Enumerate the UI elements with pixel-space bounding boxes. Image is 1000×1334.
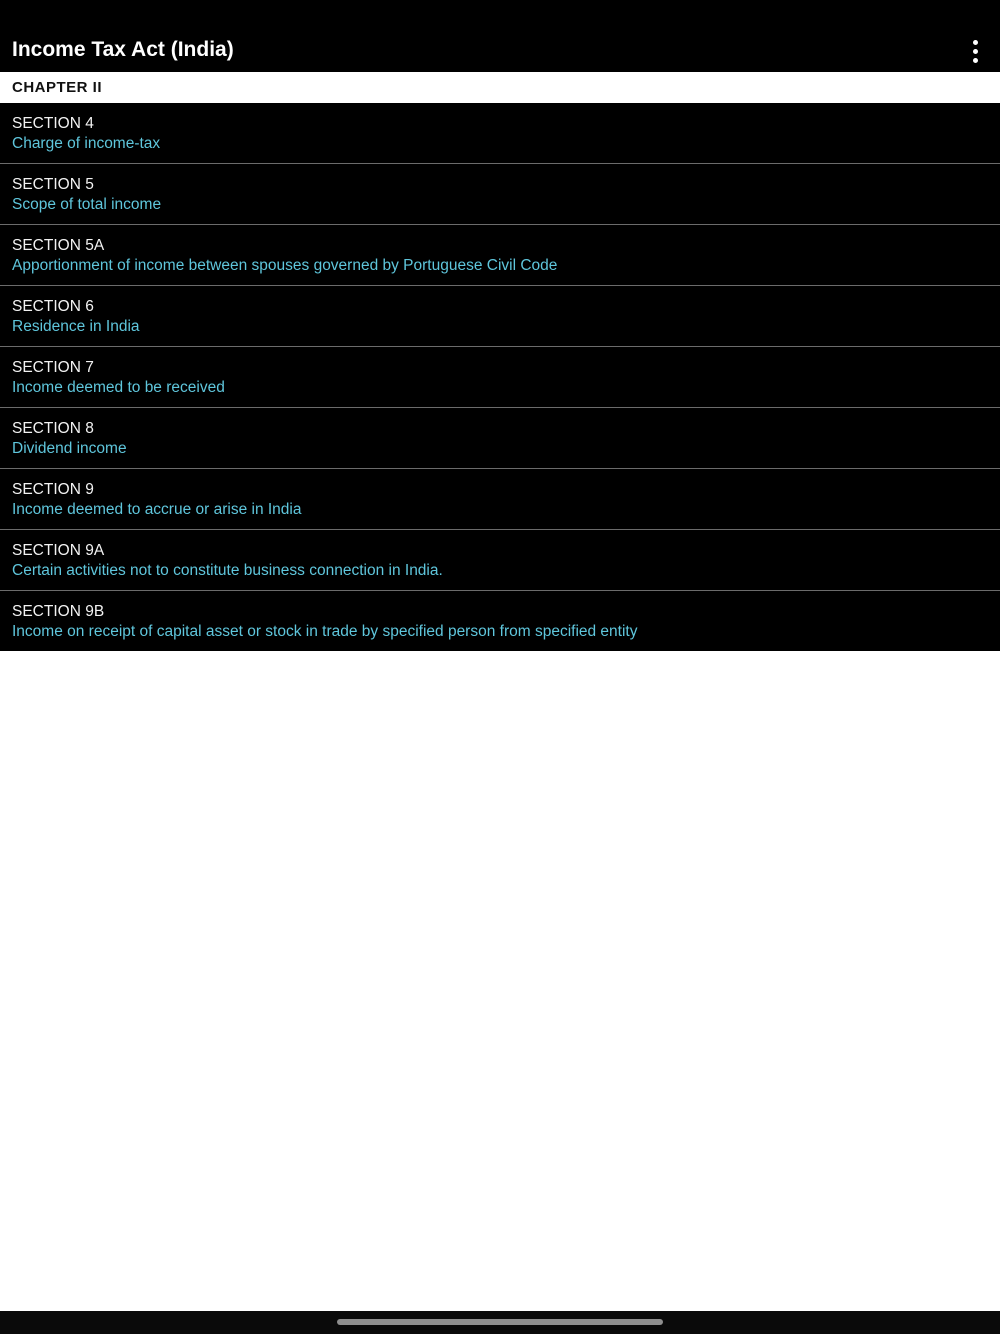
- section-number: SECTION 9B: [12, 603, 105, 620]
- section-title: Residence in India: [12, 318, 140, 335]
- section-title: Apportionment of income between spouses governed by Portuguese Civil Code: [12, 257, 558, 274]
- menu-dot: [973, 40, 978, 45]
- app-title: Income Tax Act (India): [12, 38, 234, 61]
- home-indicator[interactable]: [337, 1319, 663, 1325]
- section-title: Scope of total income: [12, 196, 162, 213]
- section-number: SECTION 9: [12, 481, 94, 498]
- section-number: SECTION 5A: [12, 237, 105, 254]
- section-number: SECTION 8: [12, 420, 94, 437]
- chapter-label: CHAPTER II: [12, 79, 103, 96]
- menu-dot: [973, 49, 978, 54]
- section-item-9[interactable]: [0, 469, 1000, 530]
- section-number: SECTION 6: [12, 298, 94, 315]
- chapter-header: [0, 73, 1000, 103]
- app-bar: [0, 0, 1000, 72]
- section-item-6[interactable]: [0, 286, 1000, 347]
- section-item-9a[interactable]: [0, 530, 1000, 591]
- section-item-5[interactable]: [0, 164, 1000, 225]
- section-number: SECTION 5: [12, 176, 94, 193]
- section-title: Income deemed to accrue or arise in India: [12, 501, 302, 518]
- section-item-8[interactable]: [0, 408, 1000, 469]
- section-title: Certain activities not to constitute business connection in India.: [12, 562, 443, 579]
- section-list: [0, 103, 1000, 651]
- section-number: SECTION 4: [12, 115, 94, 132]
- section-item-9b[interactable]: [0, 591, 1000, 651]
- section-number: SECTION 7: [12, 359, 94, 376]
- section-title: Dividend income: [12, 440, 127, 457]
- section-number: SECTION 9A: [12, 542, 105, 559]
- section-title: Income deemed to be received: [12, 379, 225, 396]
- section-item-4[interactable]: [0, 103, 1000, 164]
- bottom-bar: [0, 1311, 1000, 1334]
- section-item-7[interactable]: [0, 347, 1000, 408]
- section-title: Charge of income-tax: [12, 135, 161, 152]
- section-item-5a[interactable]: [0, 225, 1000, 286]
- more-vert-icon[interactable]: [960, 36, 990, 66]
- menu-dot: [973, 58, 978, 63]
- section-title: Income on receipt of capital asset or stock in trade by specified person from specified entity: [12, 623, 638, 640]
